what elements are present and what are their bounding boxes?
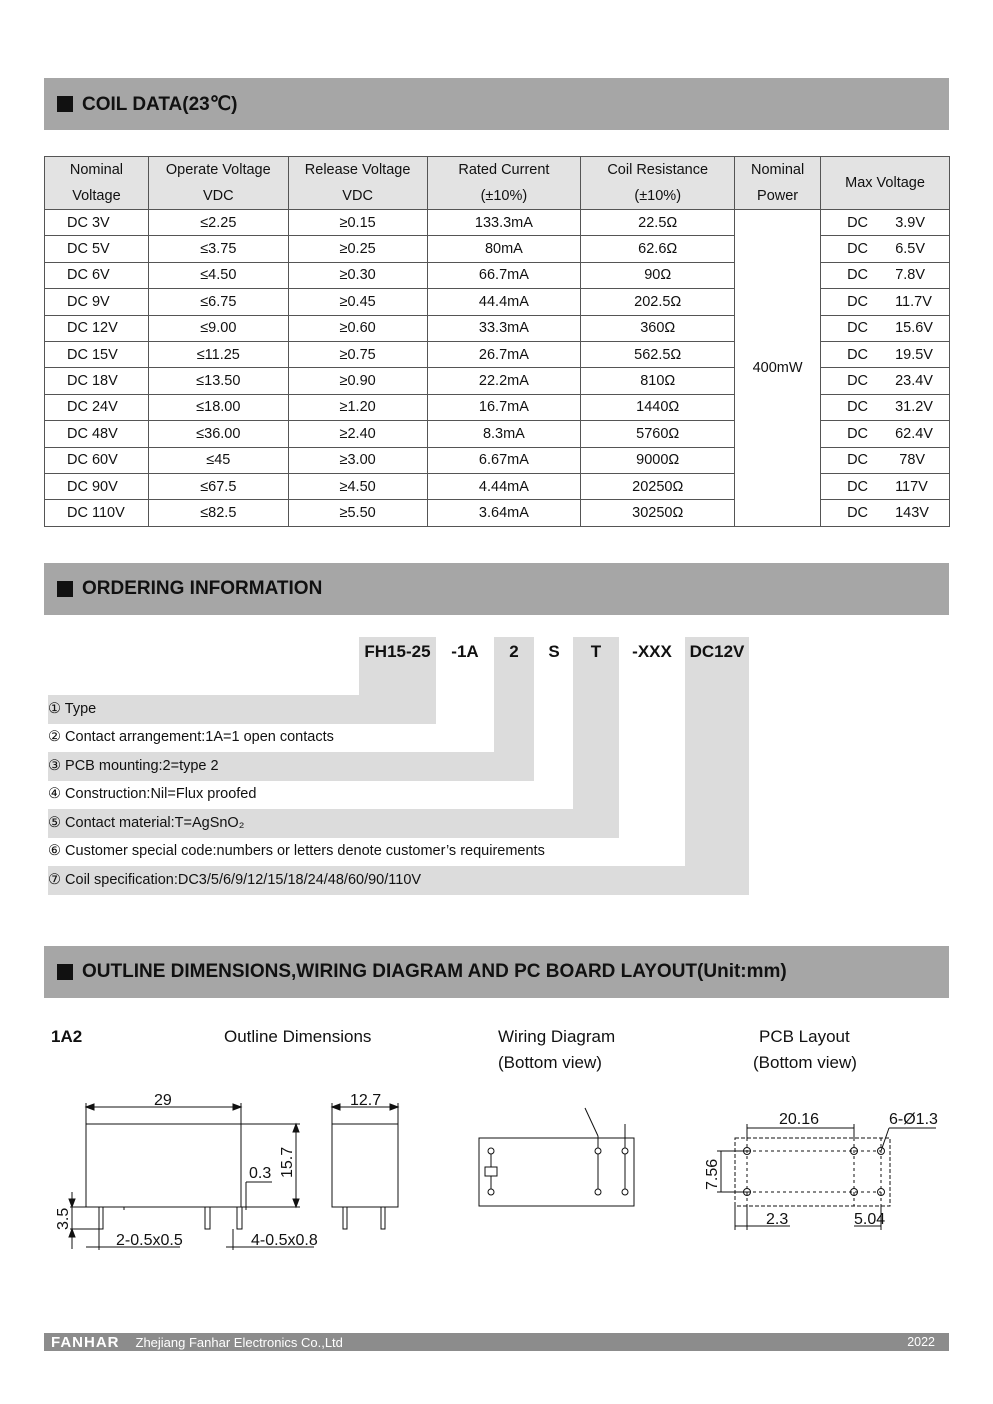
dim-pin-a: 2-0.5x0.5	[116, 1232, 183, 1249]
cell-nominal-voltage: DC 110V	[45, 500, 149, 526]
cell-operate-voltage: ≤9.00	[148, 315, 288, 341]
cell-release-voltage: ≥0.75	[288, 341, 427, 367]
cell-coil-resistance: 9000Ω	[581, 447, 735, 473]
dim-width: 12.7	[350, 1092, 382, 1109]
code-part-coil: DC12V	[689, 642, 745, 661]
cell-nominal-voltage: DC 5V	[45, 236, 149, 262]
cell-rated-current: 3.64mA	[427, 500, 581, 526]
cell-coil-resistance: 360Ω	[581, 315, 735, 341]
dim-pin-b: 4-0.5x0.8	[251, 1232, 318, 1249]
pcb-layout-label: PCB Layout	[759, 1027, 850, 1046]
cell-operate-voltage: ≤67.5	[148, 473, 288, 499]
col-max-voltage: Max Voltage	[821, 157, 950, 210]
cell-rated-current: 26.7mA	[427, 341, 581, 367]
code-part-mounting: 2	[509, 642, 519, 661]
cell-nominal-voltage: DC 9V	[45, 289, 149, 315]
ordering-item: ② Contact arrangement:1A=1 open contacts	[48, 729, 334, 745]
ordering-item: ① Type	[48, 695, 436, 724]
cell-max-voltage: DC 11.7V	[821, 289, 950, 315]
cell-rated-current: 133.3mA	[427, 210, 581, 236]
col-operate-voltage: Operate Voltage VDC	[148, 157, 288, 210]
cell-operate-voltage: ≤6.75	[148, 289, 288, 315]
cell-max-voltage: DC 6.5V	[821, 236, 950, 262]
ordering-item: ⑦ Coil specification:DC3/5/6/9/12/15/18/24/48/60/90/110V	[48, 866, 749, 895]
code-part-special: -XXX	[632, 642, 672, 661]
cell-release-voltage: ≥5.50	[288, 500, 427, 526]
cell-coil-resistance: 30250Ω	[581, 500, 735, 526]
cell-coil-resistance: 5760Ω	[581, 421, 735, 447]
wiring-diagram	[479, 1108, 634, 1206]
cell-coil-resistance: 202.5Ω	[581, 289, 735, 315]
cell-max-voltage: DC 62.4V	[821, 421, 950, 447]
code-part-material: T	[590, 642, 602, 661]
footer-year: 2022	[907, 1335, 935, 1349]
dim-pcb-height: 7.56	[704, 1158, 721, 1190]
section-title: COIL DATA(23℃)	[82, 93, 238, 115]
cell-coil-resistance: 20250Ω	[581, 473, 735, 499]
cell-release-voltage: ≥2.40	[288, 421, 427, 447]
cell-rated-current: 8.3mA	[427, 421, 581, 447]
code-part-type: FH15-25	[364, 642, 431, 661]
col-nominal-power: Nominal Power	[735, 157, 821, 210]
cell-max-voltage: DC 143V	[821, 500, 950, 526]
cell-release-voltage: ≥1.20	[288, 394, 427, 420]
cell-nominal-voltage: DC 18V	[45, 368, 149, 394]
cell-operate-voltage: ≤11.25	[148, 341, 288, 367]
model-label: 1A2	[51, 1027, 83, 1046]
cell-max-voltage: DC 117V	[821, 473, 950, 499]
cell-release-voltage: ≥0.45	[288, 289, 427, 315]
cell-operate-voltage: ≤18.00	[148, 394, 288, 420]
dim-pcb-b: 5.04	[854, 1211, 886, 1228]
cell-release-voltage: ≥4.50	[288, 473, 427, 499]
brand-logo: FANHAR	[51, 1333, 120, 1351]
col-coil-resistance: Coil Resistance (±10%)	[581, 157, 735, 210]
section-title: OUTLINE DIMENSIONS,WIRING DIAGRAM AND PC BOARD LAYOUT(Unit:mm)	[82, 961, 787, 982]
cell-operate-voltage: ≤13.50	[148, 368, 288, 394]
cell-max-voltage: DC 23.4V	[821, 368, 950, 394]
wiring-diagram-sub: (Bottom view)	[498, 1053, 602, 1072]
outline-dimensions-label: Outline Dimensions	[224, 1027, 372, 1046]
dim-pcb-width: 20.16	[779, 1111, 820, 1128]
cell-max-voltage: DC 31.2V	[821, 394, 950, 420]
pcb-layout	[717, 1124, 936, 1230]
col-rated-current: Rated Current (±10%)	[427, 157, 581, 210]
cell-rated-current: 33.3mA	[427, 315, 581, 341]
cell-nominal-power: 400mW	[735, 210, 821, 527]
cell-nominal-voltage: DC 60V	[45, 447, 149, 473]
cell-max-voltage: DC 3.9V	[821, 210, 950, 236]
cell-operate-voltage: ≤3.75	[148, 236, 288, 262]
cell-nominal-voltage: DC 12V	[45, 315, 149, 341]
cell-coil-resistance: 62.6Ω	[581, 236, 735, 262]
dim-height: 15.7	[279, 1146, 296, 1178]
cell-release-voltage: ≥0.30	[288, 262, 427, 288]
cell-max-voltage: DC 78V	[821, 447, 950, 473]
cell-release-voltage: ≥0.25	[288, 236, 427, 262]
dim-pcb-holes: 6-Ø1.3	[889, 1111, 938, 1128]
cell-operate-voltage: ≤2.25	[148, 210, 288, 236]
wiring-diagram-label: Wiring Diagram	[498, 1027, 616, 1046]
cell-max-voltage: DC 7.8V	[821, 262, 950, 288]
cell-rated-current: 44.4mA	[427, 289, 581, 315]
company-name: Zhejiang Fanhar Electronics Co.,Ltd	[135, 1334, 343, 1350]
cell-coil-resistance: 562.5Ω	[581, 341, 735, 367]
cell-nominal-voltage: DC 6V	[45, 262, 149, 288]
cell-rated-current: 22.2mA	[427, 368, 581, 394]
cell-coil-resistance: 1440Ω	[581, 394, 735, 420]
dim-pin-length: 3.5	[55, 1207, 72, 1230]
cell-nominal-voltage: DC 24V	[45, 394, 149, 420]
cell-operate-voltage: ≤82.5	[148, 500, 288, 526]
dim-gap: 0.3	[249, 1165, 272, 1182]
ordering-item: ⑥ Customer special code:numbers or letters denote customer’s requirements	[48, 843, 545, 859]
cell-rated-current: 66.7mA	[427, 262, 581, 288]
code-part-contact: -1A	[451, 642, 479, 661]
ordering-item: ⑤ Contact material:T=AgSnO₂	[48, 809, 619, 838]
cell-release-voltage: ≥0.60	[288, 315, 427, 341]
cell-release-voltage: ≥0.90	[288, 368, 427, 394]
cell-release-voltage: ≥3.00	[288, 447, 427, 473]
cell-release-voltage: ≥0.15	[288, 210, 427, 236]
page-footer	[44, 1333, 949, 1351]
cell-operate-voltage: ≤36.00	[148, 421, 288, 447]
ordering-item: ④ Construction:Nil=Flux proofed	[48, 786, 257, 802]
outline-end-view	[332, 1103, 398, 1229]
cell-coil-resistance: 22.5Ω	[581, 210, 735, 236]
col-release-voltage: Release Voltage VDC	[288, 157, 427, 210]
cell-rated-current: 80mA	[427, 236, 581, 262]
cell-nominal-voltage: DC 3V	[45, 210, 149, 236]
cell-coil-resistance: 810Ω	[581, 368, 735, 394]
dim-pcb-a: 2.3	[766, 1211, 789, 1228]
code-part-construction: S	[548, 642, 560, 661]
cell-nominal-voltage: DC 90V	[45, 473, 149, 499]
cell-operate-voltage: ≤45	[148, 447, 288, 473]
cell-rated-current: 16.7mA	[427, 394, 581, 420]
cell-operate-voltage: ≤4.50	[148, 262, 288, 288]
cell-nominal-voltage: DC 15V	[45, 341, 149, 367]
cell-max-voltage: DC 15.6V	[821, 315, 950, 341]
pcb-layout-sub: (Bottom view)	[753, 1053, 857, 1072]
section-title: ORDERING INFORMATION	[82, 578, 323, 599]
cell-max-voltage: DC 19.5V	[821, 341, 950, 367]
cell-coil-resistance: 90Ω	[581, 262, 735, 288]
cell-rated-current: 4.44mA	[427, 473, 581, 499]
ordering-item: ③ PCB mounting:2=type 2	[48, 752, 534, 781]
col-nominal-voltage: Nominal Voltage	[45, 157, 149, 210]
outline-side-view	[69, 1103, 314, 1250]
cell-rated-current: 6.67mA	[427, 447, 581, 473]
dim-length: 29	[154, 1092, 172, 1109]
cell-nominal-voltage: DC 48V	[45, 421, 149, 447]
